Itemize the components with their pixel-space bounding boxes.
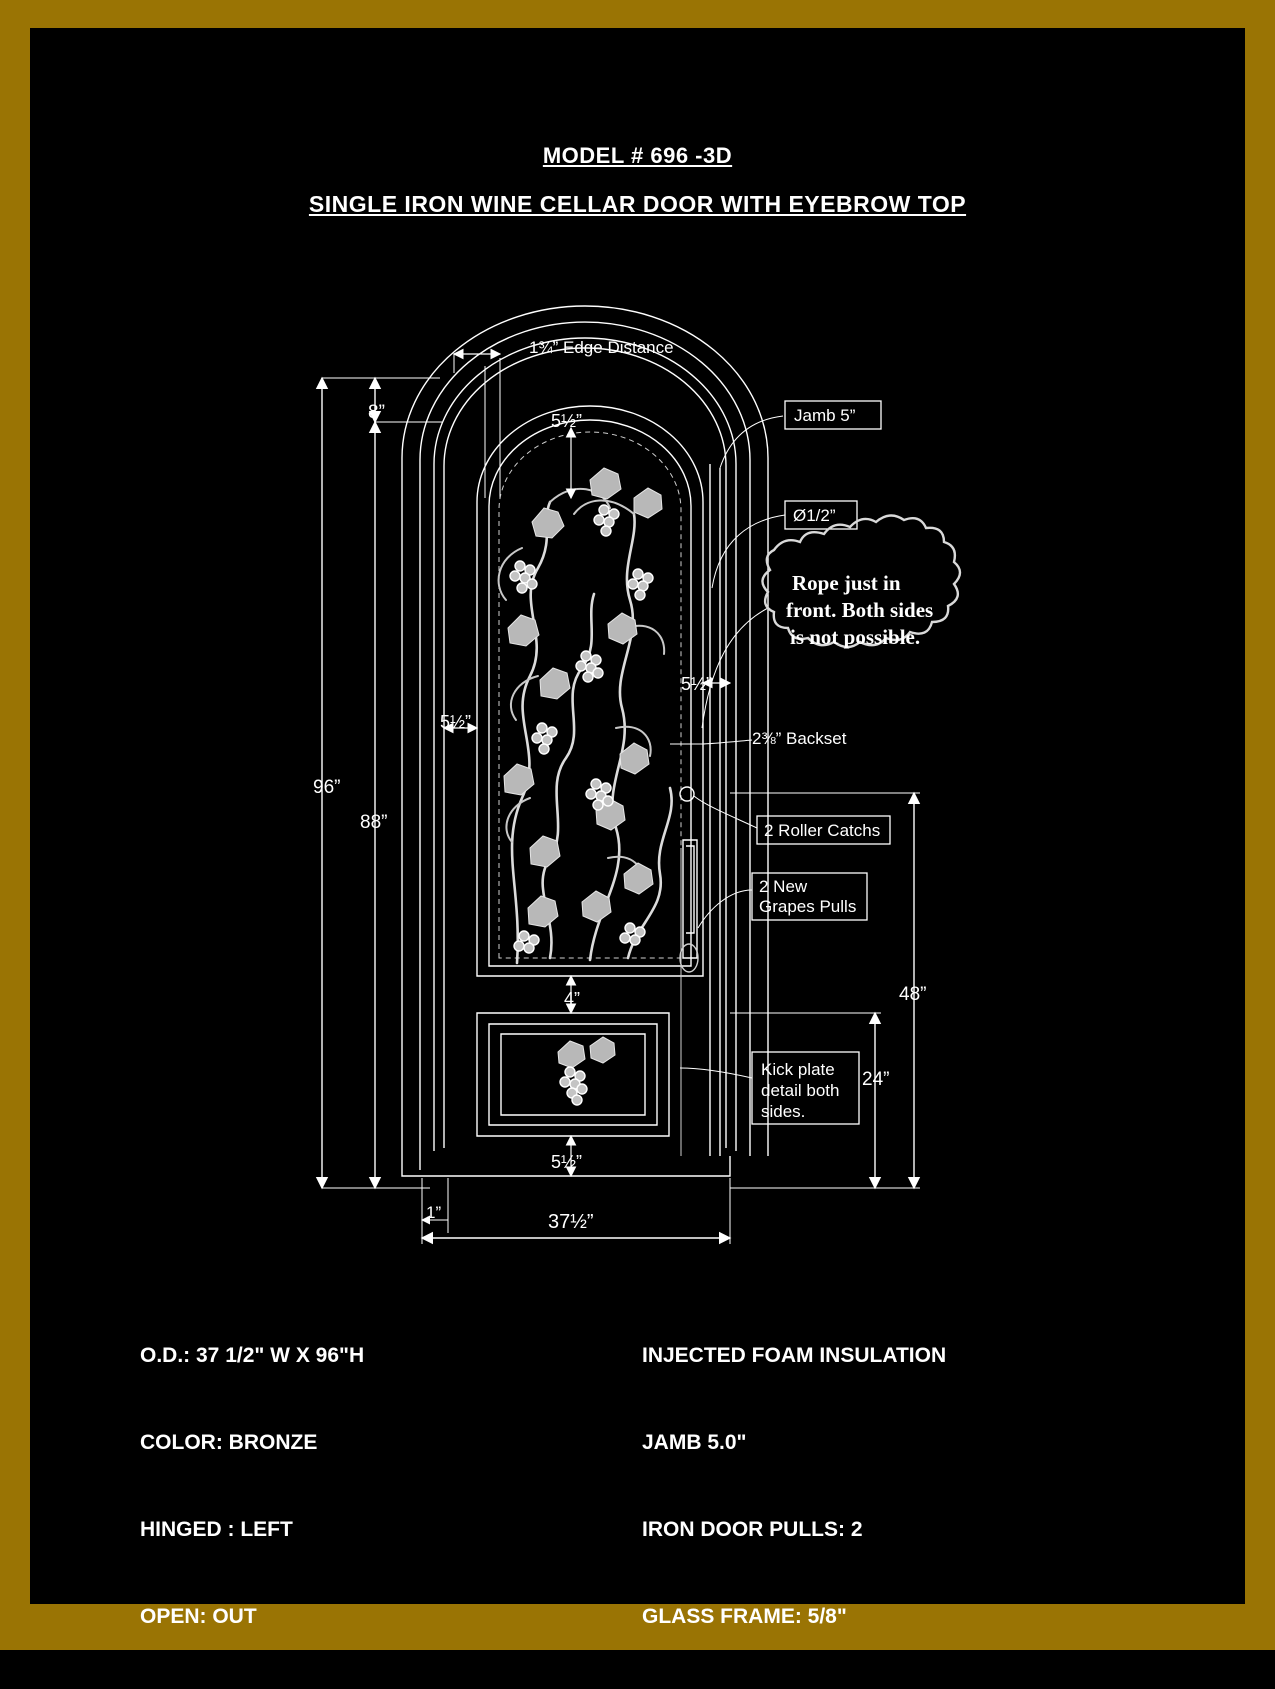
spec-open: OPEN: OUT xyxy=(140,1605,257,1628)
spec-insulation: INJECTED FOAM INSULATION xyxy=(642,1344,947,1367)
rope-note-line3: is not possible. xyxy=(790,625,921,649)
title-description: SINGLE IRON WINE CELLAR DOOR WITH EYEBROW TOP xyxy=(308,191,967,217)
dim-bottom-rail: 5½” xyxy=(551,1152,583,1172)
callout-jamb-text: Jamb 5” xyxy=(794,406,856,425)
spec-color: COLOR: BRONZE xyxy=(140,1431,318,1454)
dim-panel-height: 88” xyxy=(360,812,388,833)
spec-hinged: HINGED : LEFT xyxy=(140,1518,293,1541)
spec-list-left xyxy=(140,1283,364,1689)
blueprint-plate xyxy=(30,28,1245,1628)
dim-sill-1: 1” xyxy=(426,1203,442,1222)
callout-grapes-pulls-line1: 2 New xyxy=(759,877,808,896)
dim-backset: 2⅜” Backset xyxy=(752,729,847,748)
callout-kick-plate-line1: Kick plate xyxy=(761,1060,835,1079)
title-model: MODEL # 696 -3D xyxy=(542,143,733,168)
dim-glass-right-stile: 5½” xyxy=(681,674,713,694)
callout-kick-plate-line2: detail both xyxy=(761,1081,840,1100)
callout-roller-catches-text: 2 Roller Catchs xyxy=(764,821,881,840)
callout-grapes-pulls-line2: Grapes Pulls xyxy=(759,897,857,916)
spec-glass-frame: GLASS FRAME: 5/8" xyxy=(642,1605,847,1628)
callout-hole-dia-text: Ø1/2” xyxy=(793,506,836,525)
spec-od: O.D.: 37 1/2" W X 96"H xyxy=(140,1344,365,1367)
rope-note-cloud xyxy=(762,515,960,649)
dim-glass-top-stile: 5½” xyxy=(551,411,583,431)
spec-jamb: JAMB 5.0" xyxy=(642,1431,747,1454)
rope-note-line1: Rope just in xyxy=(792,571,901,595)
dim-glass-left-stile: 5½” xyxy=(440,712,472,732)
dim-overall-width: 37½” xyxy=(548,1211,594,1233)
spec-list-right xyxy=(642,1283,946,1689)
dim-rail-4: 4” xyxy=(564,989,581,1009)
dim-overall-height: 96” xyxy=(313,777,341,798)
dim-kick-plate: 24” xyxy=(862,1069,890,1090)
dim-eyebrow-rise: 8” xyxy=(368,402,385,423)
dim-kick-zone: 48” xyxy=(899,984,927,1005)
spec-door-pulls: IRON DOOR PULLS: 2 xyxy=(642,1518,863,1541)
callout-kick-plate-line3: sides. xyxy=(761,1102,806,1121)
dim-edge-distance: 1¾” Edge Distance xyxy=(529,338,674,357)
rope-note-line2: front. Both sides xyxy=(786,598,934,622)
